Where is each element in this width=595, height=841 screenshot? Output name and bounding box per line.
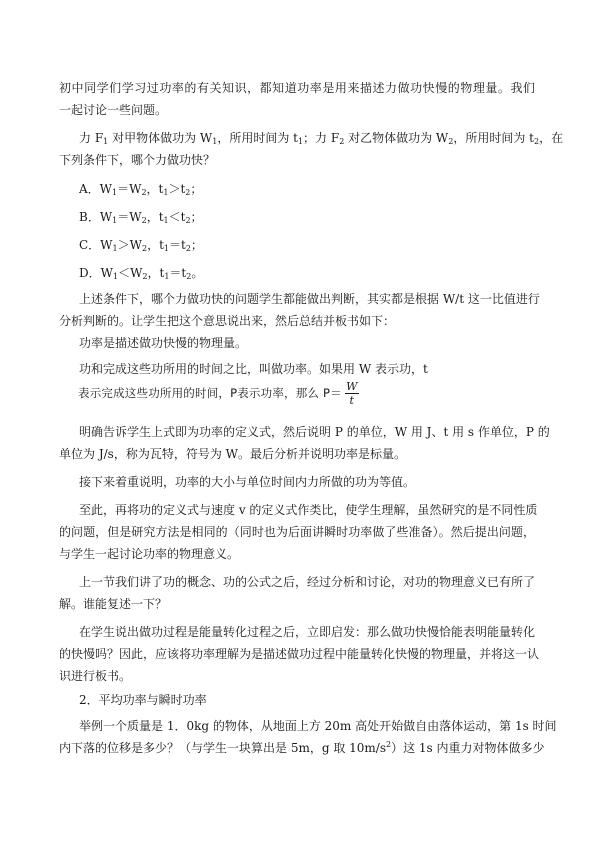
definition-line-2: 功和完成这些功所用的时间之比，叫做功率。如果用 W 表示功，t [79,362,428,376]
analysis-line-2: 分析判断的。让学生把这个意思说出来，然后总结并板书如下： [59,314,396,328]
analogy-line-2: 的问题，但是研究方法是相同的（同时也为后面讲瞬时功率做了些准备）。然后提出问题， [59,525,535,539]
power-formula-fraction [345,381,359,406]
analysis-line-1: 上述条件下，哪个力做功快的问题学生都能做出判断，其实都是根据 W/t 这一比值进行 [79,292,540,306]
option-d: D．$W_1<W_2$，$t_1=t_2$。 [79,266,204,281]
intro-line-2: 一起讨论一些问题。 [59,103,168,117]
energy-line-3: 识进行板书。 [59,669,132,683]
section-heading: 2．平均功率与瞬时功率 [79,693,207,707]
example-line-2: 内下落的位移是多少？（与学生一块算出是 5m，g 取 $10m/s^2$）这 1s 内重力对物体做多少 [59,740,545,755]
question-line-1: 力 $F_1$ 对甲物体做功为 $W_1$，所用时间为 $t_1$；力 $F_2$ 对乙物体做功为 $W_2$，所用时间为 $t_2$，在 [79,131,564,146]
emphasis-line: 接下来着重说明，功率的大小与单位时间内力所做的功为等值。 [79,475,416,489]
formula-image-line [78,381,359,405]
fraction-denominator: t [349,393,355,407]
example-line-1: 举例一个质量是 1．0kg 的物体，从地面上方 20m 高处开始做自由落体运动，第 1s 时间 [79,719,557,733]
energy-line-1: 在学生说出做功过程是能量转化过程之后，立即启发：那么做功快慢恰能表明能量转化 [79,625,536,639]
energy-line-2: 的快慢吗？因此，应该将功率理解为是描述做功过程中能量转化快慢的物理量，并将这一认 [59,647,540,661]
unit-line-2: 单位为 J/s，称为瓦特，符号为 W。最后分析并说明功率是标量。 [59,447,406,461]
review-line-2: 解。谁能复述一下？ [59,597,168,611]
fraction-numerator: W [346,379,358,393]
review-line-1: 上一节我们讲了功的概念、功的公式之后，经过分析和讨论，对功的物理意义已有所了 [79,575,536,589]
analogy-line-1: 至此，再将功的定义式与速度 v 的定义式作类比，使学生理解，虽然研究的是不同性质 [79,503,538,517]
definition-line-1: 功率是描述做功快慢的物理量。 [79,336,248,350]
option-c: C．$W_1>W_2$，$t_1=t_2$； [79,238,203,253]
option-b: B．$W_1=W_2$，$t_1<t_2$； [79,210,203,225]
formula-text: 表示完成这些功所用的时间，P表示功率，那么 P＝ [78,386,342,400]
question-line-2: 下列条件下，哪个力做功快？ [59,153,216,167]
analogy-line-3: 与学生一起讨论功率的物理意义。 [59,547,240,561]
unit-line-1: 明确告诉学生上式即为功率的定义式，然后说明 P 的单位，W 用 J、t 用 s 作单位，P 的 [79,425,550,439]
intro-line-1: 初中同学们学习过功率的有关知识，都知道功率是用来描述力做功快慢的物理量。我们 [59,81,535,95]
option-a: A．$W_1=W_2$，$t_1>t_2$； [79,182,203,197]
